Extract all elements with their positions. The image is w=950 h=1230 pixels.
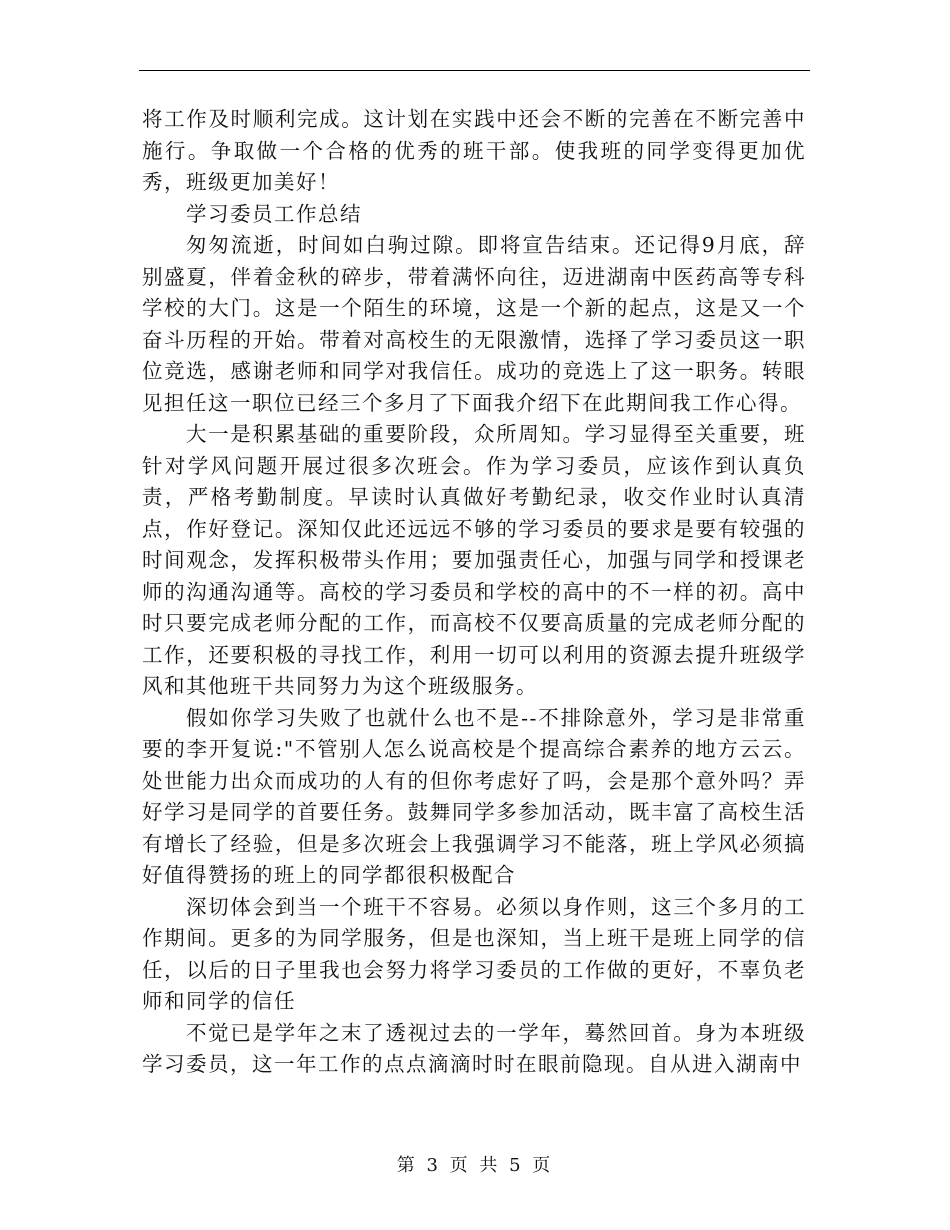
paragraph: 匆匆流逝，时间如白驹过隙。即将宣告结束。还记得9月底，辞别盛夏，伴着金秋的碎步，带着满怀向往，迈进湖南中医药高等专科学校的大门。这是一个陌生的环境，这是一个新的起点，这是又一个奋斗历程的开始。带着对高校生的无限激情，选择了学习委员这一职位竞选，感谢老师和同学对我信任。成功的竞选上了这一职务。转眼见担任这一职位已经三个多月了下面我介绍下在此期间我工作心得。 xyxy=(142,233,806,415)
page-number-footer: 第 3 页 共 5 页 xyxy=(396,1155,554,1176)
header-rule xyxy=(139,70,810,71)
document-body xyxy=(142,104,806,1081)
paragraph: 大一是积累基础的重要阶段，众所周知。学习显得至关重要，班针对学风问题开展过很多次班会。作为学习委员，应该作到认真负责，严格考勤制度。早读时认真做好考勤纪录，收交作业时认真清点，作好登记。深知仅此还远远不够的学习委员的要求是要有较强的时间观念，发挥积极带头作用；要加强责任心，加强与同学和授课老师的沟通沟通等。高校的学习委员和学校的高中的不一样的初。高中时只要完成老师分配的工作，而高校不仅要高质量的完成老师分配的工作，还要积极的寻找工作，利用一切可以利用的资源去提升班级学风和其他班干共同努力为这个班级服务。 xyxy=(142,422,806,698)
paragraph: 深切体会到当一个班干不容易。必须以身作则，这三个多月的工作期间。更多的为同学服务，但是也深知，当上班干是班上同学的信任，以后的日子里我也会努力将学习委员的工作做的更好，不辜负老师和同学的信任 xyxy=(142,894,806,1013)
paragraph: 不觉已是学年之末了透视过去的一学年，蓦然回首。身为本班级学习委员，这一年工作的点点滴滴时时在眼前隐现。自从进入湖南中 xyxy=(142,1020,806,1076)
paragraph: 将工作及时顺利完成。这计划在实践中还会不断的完善在不断完善中施行。争取做一个合格的优秀的班干部。使我班的同学变得更加优秀，班级更加美好！ xyxy=(142,107,806,194)
paragraph: 假如你学习失败了也就什么也不是--不排除意外，学习是非常重要的李开复说:"不管别人怎么说高校是个提高综合素养的地方云云。处世能力出众而成功的人有的但你考虑好了吗，会是那个意外吗？弄好学习是同学的首要任务。鼓舞同学多参加活动，既丰富了高校生活有增长了经验，但是多次班会上我强调学习不能落，班上学风必须搞好值得赞扬的班上的同学都很积极配合 xyxy=(142,705,806,887)
section-title: 学习委员工作总结 xyxy=(186,201,362,226)
